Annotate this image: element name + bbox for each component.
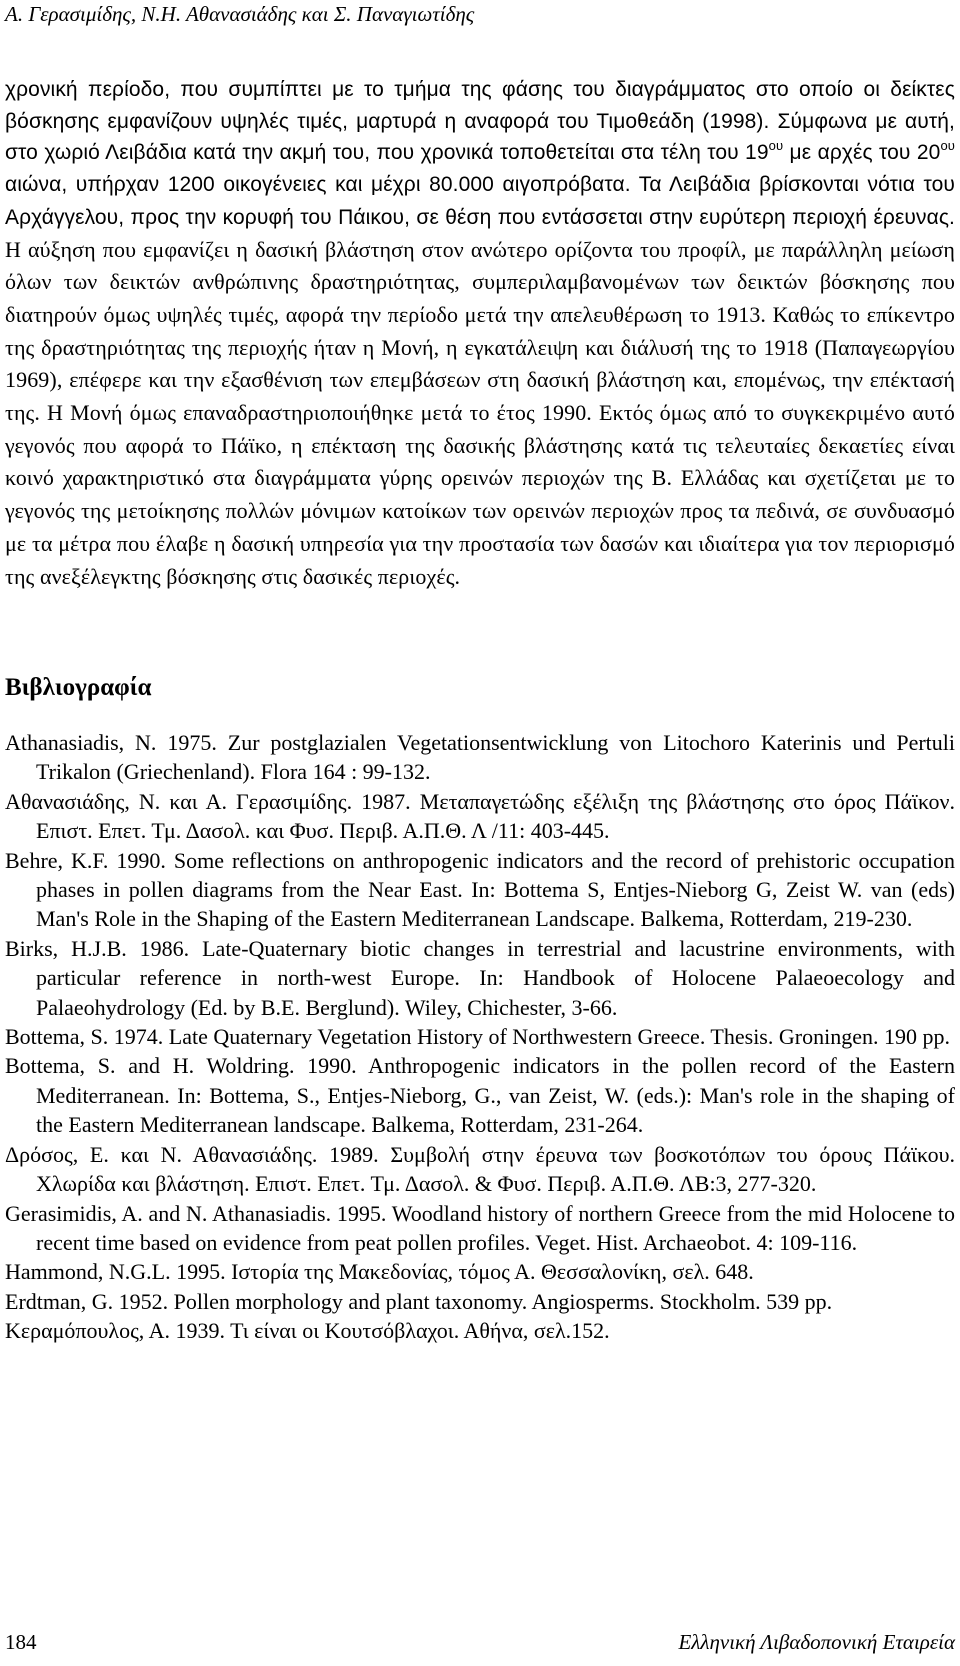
bibliography-heading: Βιβλιογραφία: [5, 674, 152, 701]
paragraph-text-3: αιώνα, υπήρχαν 1200 οικογένειες και μέχρι 80.000 αιγοπρόβατα. Τα Λειβάδια βρίσκονται νότια του Αρχάγγελου, προς την κορυφή του Πάικου, σε θέση που εντάσσεται στην ευρύτερη περιοχή έρευνας.: [5, 173, 955, 229]
reference-item: Bottema, S. and H. Woldring. 1990. Anthropogenic indicators in the pollen record of the Eastern Mediterranean. In: Bottema, S., Entjes-Nieborg, G., van Zeist, W. (eds.): Man's role in the shaping of the Eastern Mediterranean landscape. Balkema, Rotterdam, 231-264.: [5, 1053, 955, 1138]
reference-item: Αθανασιάδης, Ν. και Α. Γερασιμίδης. 1987. Μεταπαγετώδης εξέλιξη της βλάστησης στο όρος Πάϊκον. Επιστ. Επετ. Τμ. Δασολ. και Φυσ. Περιβ. Α.Π.Θ. Λ /11: 403-445.: [5, 788, 955, 844]
paragraph-text-5: Καθώς το επίκεντρο της δραστηριότητας της περιοχής ήταν η Μονή, η εγκατάλειψη και διάλυσή της το 1918 (Παπαγεωργίου 1969), επέφερε και την εξασθένιση των επεμβάσεων στη δασική βλάστηση και, επομένως, την επέκτασή της. Η Μονή όμως επαναδραστηριοποιήθηκε μετά το έτος 1990. Εκτός όμως από το συγκεκριμένο αυτό γεγονός που αφορά το Πάϊκο, η επέκταση της δασικής βλάστησης κατά τις τελευταίες δεκαετίες είναι κοινό χαρακτηριστικό στα διαγράμματα γύρης ορεινών περιοχών της Β. Ελλάδας και σχετίζεται με το γεγονός της μετοίκησης πολλών μόνιμων κατοίκων των ορεινών περιοχών προς τα πεδινά, σε συνδυασμό με τα μέτρα που έλαβε η δασική υπηρεσία για την προστασία των δασών και ιδιαίτερα για τον περιορισμό της ανεξέλεγκτης βόσκησης στις δασικές περιοχές.: [5, 301, 955, 589]
superscript-ou-1: ου: [768, 138, 784, 154]
reference-item: Gerasimidis, A. and N. Athanasiadis. 1995. Woodland history of northern Greece from the mid Holocene to recent time based on evidence from peat pollen profiles. Veget. Hist. Archaeobot. 4: 109-116.: [5, 1200, 955, 1255]
reference-item: Birks, H.J.B. 1986. Late-Quaternary biotic changes in terrestrial and lacustrine environments, with particular reference in north-west Europe. In: Handbook of Holocene Palaeoecology and Palaeohydrology (Ed. by B.E. Berglund). Wiley, Chichester, 3-66.: [5, 935, 955, 1020]
reference-list: [5, 728, 955, 1346]
reference-item: Athanasiadis, N. 1975. Zur postglazialen Vegetationsentwicklung von Litochoro Katerinis und Pertuli Trikalon (Griechenland). Flora 164 : 99-132.: [5, 730, 955, 785]
paragraph-text-2: με αρχές του 20: [783, 141, 941, 165]
reference-item: Κεραμόπουλος, Α. 1939. Τι είναι οι Κουτσόβλαχοι. Αθήνα, σελ.152.: [5, 1318, 610, 1344]
page-number: 184: [5, 1630, 37, 1654]
paragraph-text-1: χρονική περίοδο, που συμπίπτει με το τμήμα της φάσης του διαγράμματος στο οποίο οι δείκτες βόσκησης εμφανίζουν υψηλές τιμές, μαρτυρά η αναφορά του Τιμοθεάδη (1998). Σύμφωνα με αυτή, στο χωριό Λειβάδια κατά την ακμή του, που χρονικά τοποθετείται στα τέλη του 19: [5, 78, 955, 165]
reference-item: Erdtman, G. 1952. Pollen morphology and plant taxonomy. Angiosperms. Stockholm. 539 pp.: [5, 1288, 833, 1314]
superscript-ou-2: ου: [940, 138, 955, 154]
running-head: Α. Γερασιμίδης, Ν.Η. Αθανασιάδης και Σ. Παναγιωτίδης: [5, 2, 475, 26]
society-name: Ελληνική Λιβαδοπονική Εταιρεία: [678, 1630, 955, 1654]
reference-item: Hammond, N.G.L. 1995. Ιστορία της Μακεδονίας, τόμος Α. Θεσσαλονίκη, σελ. 648.: [5, 1259, 754, 1285]
reference-item: Δρόσος, Ε. και Ν. Αθανασιάδης. 1989. Συμβολή στην έρευνα των βοσκοτόπων του όρους Πάϊκου. Χλωρίδα και βλάστηση. Επιστ. Επετ. Τμ. Δασολ. & Φυσ. Περιβ. Α.Π.Θ. ΛΒ:3, 277-320.: [5, 1141, 955, 1197]
reference-item: Bottema, S. 1974. Late Quaternary Vegetation History of Northwestern Greece. Thesis. Groningen. 190 pp.: [5, 1024, 950, 1050]
paragraph-text-4: Η αύξηση που εμφανίζει η δασική βλάστηση στον ανώτερο ορίζοντα του προφίλ, με παράλληλη μείωση όλων των δεικτών ανθρώπινης δραστηριότητας, συμπεριλαμβανομένων των δεικτών βόσκησης που διατηρούν όμως υψηλές τιμές, αφορά την περίοδο μετά την απελευθέρωση το 1913.: [5, 236, 955, 327]
reference-item: Behre, K.F. 1990. Some reflections on anthropogenic indicators and the record of prehistoric occupation phases in pollen diagrams from the Near East. In: Bottema S, Entjes-Nieborg G, Zeist W. van (eds) Man's Role in the Shaping of the Eastern Mediterranean Landscape. Balkema, Rotterdam, 219-230.: [5, 847, 955, 932]
body-paragraph: [5, 74, 955, 593]
